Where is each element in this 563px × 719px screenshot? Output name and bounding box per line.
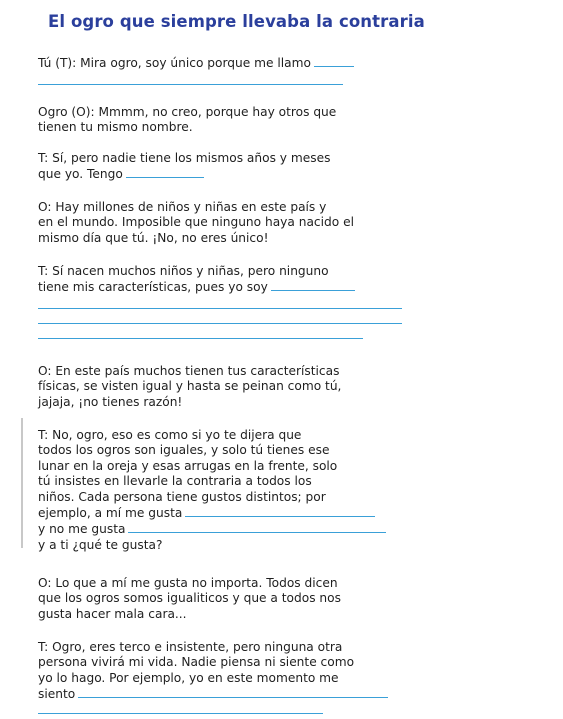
- dialogue-line: T: Ogro, eres terco e insistente, pero ninguna otra: [38, 640, 343, 654]
- dialogue-line: tienen tu mismo nombre.: [38, 120, 193, 135]
- dialogue-line: siento: [38, 687, 76, 702]
- dialogue-paragraph-1: [38, 55, 433, 71]
- dialogue-line: ejemplo, a mí me gusta: [38, 506, 183, 521]
- margin-marker: [21, 418, 23, 548]
- dialogue-line: Tú (T): Mira ogro, soy único porque me llamo: [38, 56, 311, 70]
- fill-in-blank[interactable]: [128, 521, 386, 533]
- dialogue-line: niños. Cada persona tiene gustos distintos; por: [38, 489, 326, 504]
- fill-in-blank[interactable]: [185, 505, 375, 517]
- dialogue-paragraph-4: [38, 200, 433, 246]
- dialogue-line: y a ti ¿qué te gusta?: [38, 537, 163, 552]
- dialogue-line: O: En este país muchos tienen tus características: [38, 364, 340, 378]
- dialogue-paragraph-8: [38, 576, 433, 622]
- fill-in-blank[interactable]: [78, 686, 388, 698]
- dialogue-line: tiene mis características, pues yo soy: [38, 280, 268, 295]
- dialogue-paragraph-9: [38, 640, 433, 703]
- dialogue-line: gusta hacer mala cara...: [38, 606, 187, 621]
- dialogue-paragraph-2: [38, 105, 433, 136]
- dialogue-line: T: Sí, pero nadie tiene los mismos años y meses: [38, 151, 331, 165]
- dialogue-line: en el mundo. Imposible que ninguno haya nacido el: [38, 215, 354, 230]
- fill-in-blank[interactable]: [38, 338, 363, 339]
- page-title: El ogro que siempre llevaba la contraria: [48, 12, 425, 31]
- dialogue-line: y no me gusta: [38, 522, 126, 537]
- fill-in-blank[interactable]: [314, 55, 354, 67]
- dialogue-line: T: Sí nacen muchos niños y niñas, pero ninguno: [38, 264, 329, 278]
- dialogue-line: que los ogros somos igualiticos y que a todos nos: [38, 591, 341, 606]
- fill-in-blank[interactable]: [271, 279, 355, 291]
- dialogue-paragraph-6: [38, 364, 433, 410]
- dialogue-line: tú insistes en llevarle la contraria a todos los: [38, 474, 312, 489]
- dialogue-line: Ogro (O): Mmmm, no creo, porque hay otros que: [38, 105, 337, 119]
- dialogue-line: todos los ogros son iguales, y solo tú tienes ese: [38, 443, 330, 458]
- dialogue-line: persona vivirá mi vida. Nadie piensa ni siente como: [38, 655, 355, 670]
- dialogue-line: mismo día que tú. ¡No, no eres único!: [38, 230, 269, 245]
- dialogue-paragraph-7: [38, 428, 433, 553]
- fill-in-blank[interactable]: [126, 166, 204, 178]
- dialogue-paragraph-3: [38, 151, 433, 183]
- fill-in-blank[interactable]: [38, 308, 402, 309]
- fill-in-blank[interactable]: [38, 323, 402, 324]
- dialogue-line: físicas, se visten igual y hasta se peinan como tú,: [38, 379, 342, 394]
- fill-in-blank[interactable]: [38, 84, 343, 85]
- dialogue-line: que yo. Tengo: [38, 167, 123, 182]
- dialogue-line: yo lo hago. Por ejemplo, yo en este momento me: [38, 670, 339, 685]
- dialogue-line: O: Lo que a mí me gusta no importa. Todos dicen: [38, 576, 338, 590]
- dialogue-line: O: Hay millones de niños y niñas en este país y: [38, 200, 327, 214]
- dialogue-paragraph-5: [38, 264, 433, 296]
- dialogue-line: T: No, ogro, eso es como si yo te dijera que: [38, 428, 302, 442]
- fill-in-blank[interactable]: [38, 713, 323, 714]
- dialogue-line: lunar en la oreja y esas arrugas en la frente, solo: [38, 458, 338, 473]
- dialogue-line: jajaja, ¡no tienes razón!: [38, 394, 183, 409]
